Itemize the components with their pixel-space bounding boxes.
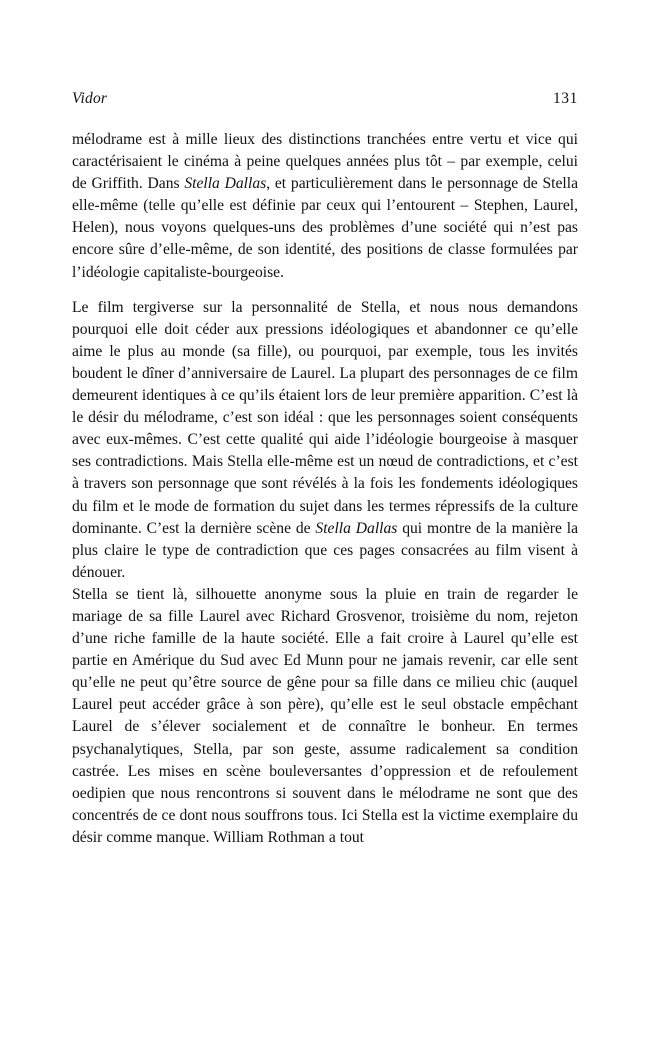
paragraph	[72, 584, 578, 849]
text-run: , et particulièrement dans le personnage de Stella elle-même (telle qu’elle est définie par ceux qui l’entourent – Stephen, Laurel, Helen), nous voyons quelques-uns des problèmes d’une société qui n’est pas encore sûre d’elle-même, de son identité, des positions de classe formulées par l’idéologie capitaliste-bourgeoise.	[72, 175, 578, 281]
italic-title: Stella Dallas	[315, 519, 398, 537]
text-run: Le film tergiverse sur la personnalité de Stella, et nous nous demandons pourquoi elle doit céder aux pressions idéologiques et abandonner ce qu’elle aime le plus au monde (sa fille), ou pourquoi, par exemple, tous les invités boudent le dîner d’anniversaire de Laurel. La plupart des personnages de ce film demeurent identiques à ce qu’ils étaient lors de leur première apparition. C’est là le désir du mélodrame, c’est son idéal : que les personnages soient conséquents avec eux-mêmes. C’est cette qualité qui aide l’idéologie bourgeoise à masquer ses contradictions. Mais Stella elle-même est un nœud de contradictions, et c’est à travers son personnage que sont révélés à la fois les fondements idéologiques du film et le mode de formation du sujet dans les termes répressifs de la culture dominante. C’est la dernière scène de	[72, 298, 578, 537]
text-run: Stella se tient là, silhouette anonyme sous la pluie en train de regarder le mariage de sa fille Laurel avec Richard Grosvenor, troisième du nom, rejeton d’une riche famille de la haute société. Elle a fait croire à Laurel qu’elle est partie en Amérique du Sud avec Ed Munn pour ne jamais revenir, car elle sent qu’elle ne peut qu’être source de gêne pour sa fille dans ce milieu chic (auquel Laurel peut accéder grâce à son père), qu’elle est le seul obstacle empêchant Laurel de s’élever socialement et de connaître le bonheur. En termes psychanalytiques, Stella, par son geste, assume radicalement sa condition castrée. Les mises en scène bouleversantes d’oppression et de refoulement oedipien que nous rencontrons si souvent dans le mélodrame ne sont que des concentrés de ce dont nous souffrons tous. Ici Stella est la victime exemplaire du désir comme manque. William Rothman a tout	[72, 585, 578, 846]
text-run: qui montre de la manière la plus claire le type de contradiction que ces pages consacrées au film visent à dénouer.	[72, 519, 578, 581]
text-run: mélodrame est à mille lieux des distinctions tranchées entre vertu et vice qui caractérisaient le cinéma à peine quelques années plus tôt – par exemple, celui de Griffith. Dans	[72, 131, 578, 193]
italic-title: Stella Dallas	[184, 175, 267, 193]
paragraph	[72, 297, 578, 584]
running-head-title: Vidor	[72, 90, 108, 107]
page-number: 131	[552, 90, 578, 107]
paragraph	[72, 129, 578, 284]
running-head	[72, 88, 578, 110]
body-text-block	[72, 129, 578, 849]
